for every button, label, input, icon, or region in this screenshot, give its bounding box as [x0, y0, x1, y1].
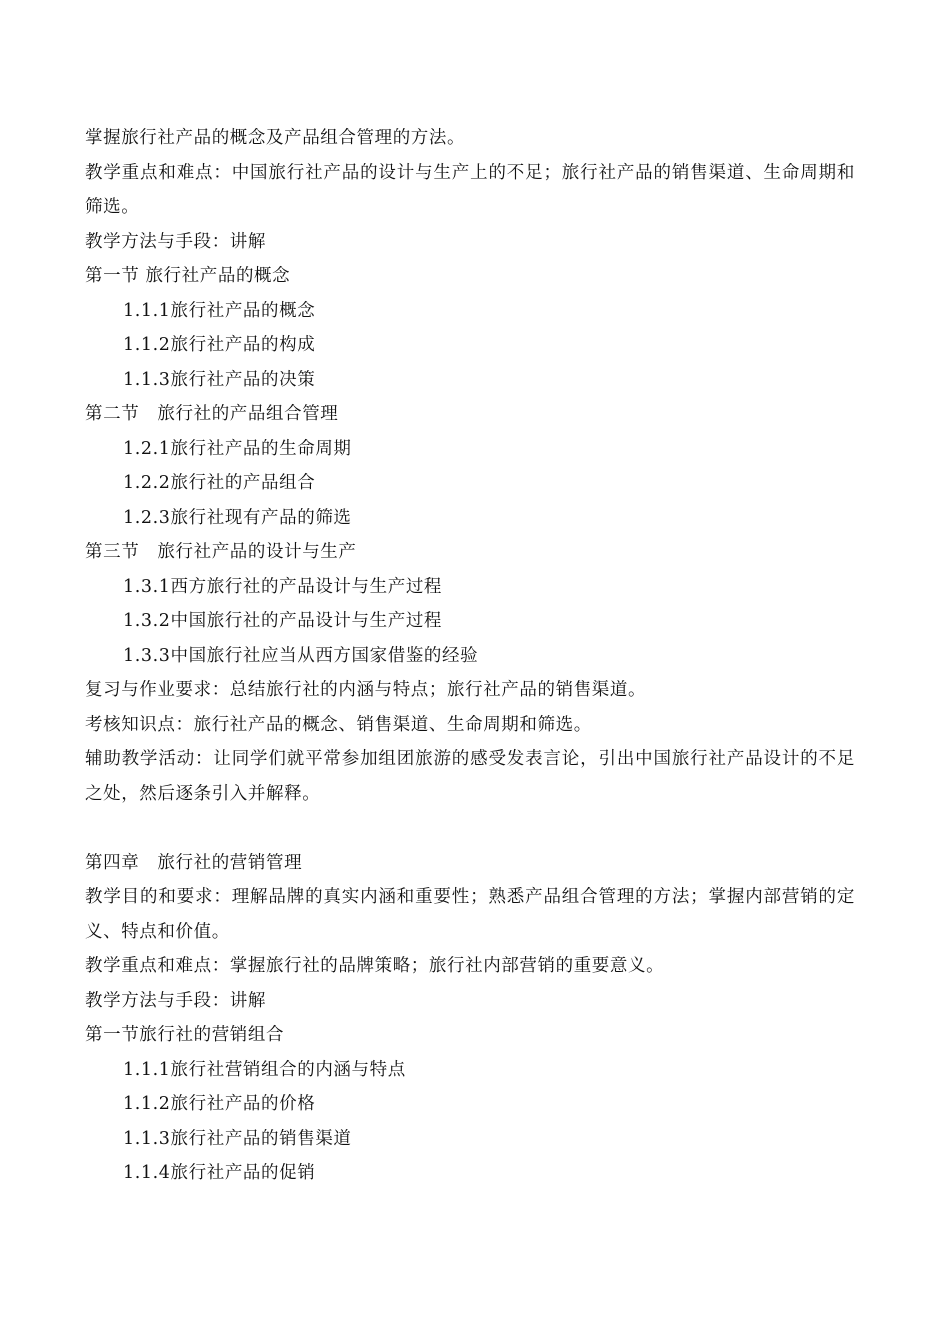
chapter-4-section-1-heading: 第一节旅行社的营销组合	[85, 1025, 285, 1045]
key-points-text: 教学重点和难点：中国旅行社产品的设计与生产上的不足；旅行社产品的销售渠道、生命周期和筛选。	[85, 162, 855, 217]
subsection-item: 1.3.1西方旅行社的产品设计与生产过程	[123, 576, 443, 597]
section-1-heading: 第一节 旅行社产品的概念	[85, 266, 291, 286]
subsection-item: 1.1.3旅行社产品的销售渠道	[123, 1128, 352, 1149]
subsection-item: 1.1.3旅行社产品的决策	[123, 369, 316, 390]
subsection-item: 1.1.2旅行社产品的构成	[123, 335, 316, 355]
subsection-item: 1.2.2旅行社的产品组合	[123, 473, 316, 493]
subsection-item: 1.1.2旅行社产品的价格	[123, 1094, 316, 1114]
subsection-item: 1.1.1旅行社营销组合的内涵与特点	[123, 1059, 406, 1080]
chapter-4-objectives-text: 教学目的和要求：理解品牌的真实内涵和重要性；熟悉产品组合管理的方法；掌握内部营销的定义、特点和价值。	[85, 887, 855, 942]
section-3-heading: 第三节 旅行社产品的设计与生产	[85, 542, 357, 562]
teaching-method-text: 教学方法与手段：讲解	[85, 231, 266, 252]
subsection-item: 1.1.4旅行社产品的促销	[123, 1163, 316, 1183]
subsection-item: 1.1.1旅行社产品的概念	[123, 300, 316, 321]
section-2-heading: 第二节 旅行社的产品组合管理	[85, 404, 339, 424]
chapter-4-key-points-text: 教学重点和难点：掌握旅行社的品牌策略；旅行社内部营销的重要意义。	[85, 956, 665, 976]
subsection-item: 1.2.3旅行社现有产品的筛选	[123, 507, 352, 528]
objective-tail-text: 掌握旅行社产品的概念及产品组合管理的方法。	[85, 128, 466, 148]
subsection-item: 1.2.1旅行社产品的生命周期	[123, 438, 352, 459]
assessment-points-text: 考核知识点：旅行社产品的概念、销售渠道、生命周期和筛选。	[85, 714, 592, 735]
subsection-item: 1.3.2中国旅行社的产品设计与生产过程	[123, 611, 443, 631]
auxiliary-activity-text: 辅助教学活动：让同学们就平常参加组团旅游的感受发表言论，引出中国旅行社产品设计的不足之处，然后逐条引入并解释。	[85, 749, 855, 804]
subsection-item: 1.3.3中国旅行社应当从西方国家借鉴的经验	[123, 645, 479, 666]
paragraph-spacer	[85, 811, 855, 846]
chapter-4-heading: 第四章 旅行社的营销管理	[85, 852, 303, 873]
chapter-4-method-text: 教学方法与手段：讲解	[85, 990, 266, 1011]
review-requirements-text: 复习与作业要求：总结旅行社的内涵与特点；旅行社产品的销售渠道。	[85, 680, 647, 700]
document-body	[85, 121, 855, 1191]
